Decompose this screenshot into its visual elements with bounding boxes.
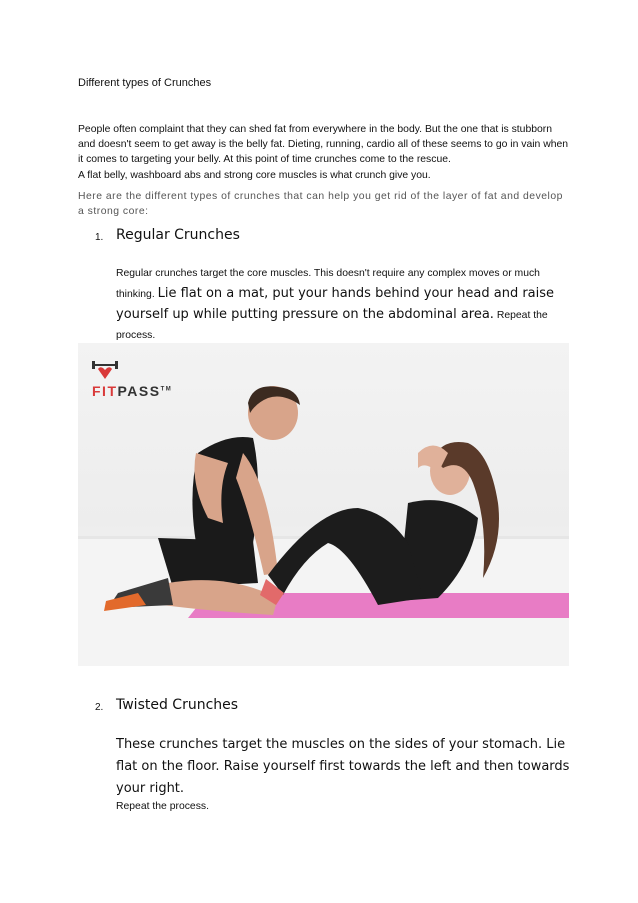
regular-desc-part-a: Regular crunches target the core muscles. This doesn't require any complex moves or much thinking. — [116, 268, 540, 300]
list-item-heading-regular: Regular Crunches — [116, 227, 240, 243]
logo-tm: TM — [160, 386, 173, 393]
dumbbell-heart-icon — [90, 357, 120, 381]
fitpass-wordmark — [92, 383, 172, 399]
logo-fit: FIT — [92, 383, 118, 399]
twisted-desc-part-c: Repeat the process. — [116, 801, 209, 812]
list-item-heading-twisted: Twisted Crunches — [116, 697, 239, 713]
intro-paragraph: People often complaint that they can shed fat from everywhere in the body. But the one that is stubborn and doesn't seem to get away is the belly fat. Dieting, running, cardio all of these seems to go in vain when it comes to targeting your belly. At this point of time crunches come to the rescue. — [78, 124, 569, 165]
twisted-desc-part-a: These crunches target the muscles on the sides of your stomach. Lie flat on the floor. Raise yourself first towards the left and then towards your right. — [116, 737, 570, 796]
crunches-photo — [78, 343, 569, 666]
second-paragraph: A flat belly, washboard abs and strong core muscles is what crunch give you. — [78, 170, 431, 181]
list-item-number-2: 2. — [95, 702, 104, 713]
logo-pass: PASS — [117, 383, 161, 399]
document-title: Different types of Crunches — [78, 77, 212, 89]
third-paragraph: Here are the different types of crunches that can help you get rid of the layer of fat and develop a strong core: — [78, 191, 563, 217]
regular-desc-part-b: Lie flat on a mat, put your hands behind your head and raise yourself up while putting pressure on the abdominal area. — [116, 286, 555, 322]
list-item-number-1: 1. — [95, 232, 104, 243]
regular-crunches-description — [116, 264, 568, 346]
regular-desc-part-c: Repeat the process. — [116, 310, 548, 341]
twisted-crunches-description — [116, 734, 576, 814]
fitpass-logo — [90, 357, 120, 386]
